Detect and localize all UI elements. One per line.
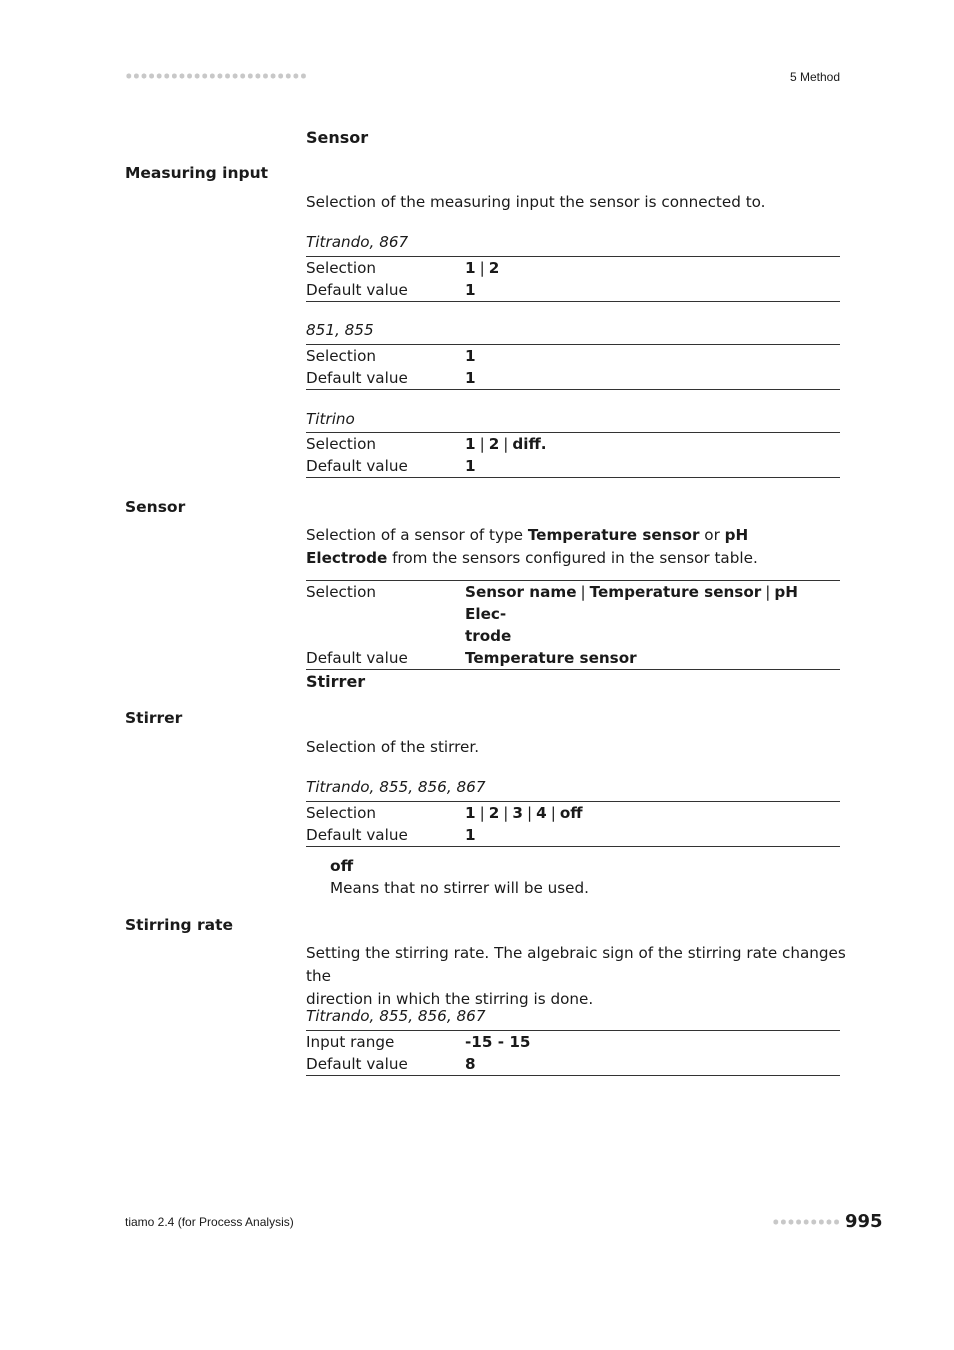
table-row <box>306 279 840 301</box>
stirrer-table <box>306 801 840 847</box>
device-label-851-855: 851, 855 <box>306 321 374 339</box>
table-row <box>306 455 840 477</box>
footer-page-number: 995 <box>845 1211 883 1232</box>
table-row <box>306 581 840 647</box>
footer-dots-decoration <box>772 1218 840 1226</box>
row-key: Selection <box>306 259 376 277</box>
device-label-stirring-rate: Titrando, 855, 856, 867 <box>306 1007 486 1025</box>
table-row <box>306 824 840 846</box>
table-row <box>306 1053 840 1075</box>
stirrer-description: Selection of the stirrer. <box>306 738 480 756</box>
header-chapter: 5 Method <box>789 70 840 84</box>
row-key: Default value <box>306 1055 408 1073</box>
device-label-titrino: Titrino <box>306 410 355 428</box>
row-value: 1 <box>465 347 476 365</box>
row-key: Default value <box>306 649 408 667</box>
row-value: 1 <box>465 281 476 299</box>
row-key: Default value <box>306 369 408 387</box>
row-value: 1 | 2 <box>465 259 500 277</box>
row-value: 1 <box>465 457 476 475</box>
row-value: 1 <box>465 369 476 387</box>
stirring-rate-table <box>306 1030 840 1076</box>
row-key: Selection <box>306 347 376 365</box>
measuring-input-description: Selection of the measuring input the sensor is connected to. <box>306 193 766 211</box>
row-value: 1 | 2 | diff. <box>465 435 547 453</box>
row-value: 8 <box>465 1055 476 1073</box>
device-label-titrando-867: Titrando, 867 <box>306 233 409 251</box>
row-value: 1 | 2 | 3 | 4 | off <box>465 804 583 822</box>
measuring-input-table-851 <box>306 344 840 390</box>
header-dots-decoration <box>125 72 307 80</box>
table-row <box>306 345 840 367</box>
row-key: Default value <box>306 281 408 299</box>
section-title-stirrer: Stirrer <box>306 672 366 691</box>
measuring-input-table-titrando <box>306 256 840 302</box>
footer-product: tiamo 2.4 (for Process Analysis) <box>125 1215 294 1229</box>
measuring-input-table-titrino <box>306 432 840 478</box>
row-value: Sensor name | Temperature sensor | pH Elec- trode <box>465 583 798 645</box>
table-row <box>306 647 840 669</box>
table-row <box>306 367 840 389</box>
stirring-rate-description: Setting the stirring rate. The algebraic sign of the stirring rate changes the direction in which the stirring is done. <box>306 944 846 1008</box>
table-row <box>306 1031 840 1053</box>
table-row <box>306 433 840 455</box>
row-value: 1 <box>465 826 476 844</box>
device-label-stirrer: Titrando, 855, 856, 867 <box>306 778 486 796</box>
stirrer-note-text: Means that no stirrer will be used. <box>330 879 589 897</box>
param-measuring-input: Measuring input <box>125 164 269 182</box>
row-key: Selection <box>306 583 376 601</box>
row-key: Input range <box>306 1033 395 1051</box>
row-value: Temperature sensor <box>465 649 637 667</box>
table-row <box>306 257 840 279</box>
sensor-table <box>306 580 840 670</box>
param-stirring-rate: Stirring rate <box>125 916 234 934</box>
param-stirrer: Stirrer <box>125 709 183 727</box>
param-sensor: Sensor <box>125 498 186 516</box>
row-key: Selection <box>306 804 376 822</box>
row-key: Selection <box>306 435 376 453</box>
row-key: Default value <box>306 826 408 844</box>
row-value: -15 - 15 <box>465 1033 531 1051</box>
row-key: Default value <box>306 457 408 475</box>
table-row <box>306 802 840 824</box>
section-title-sensor: Sensor <box>306 128 369 147</box>
sensor-description: Selection of a sensor of type Temperature sensor or pH Electrode from the sensors configured in the sensor table. <box>306 526 758 567</box>
stirrer-note-title: off <box>330 857 354 875</box>
